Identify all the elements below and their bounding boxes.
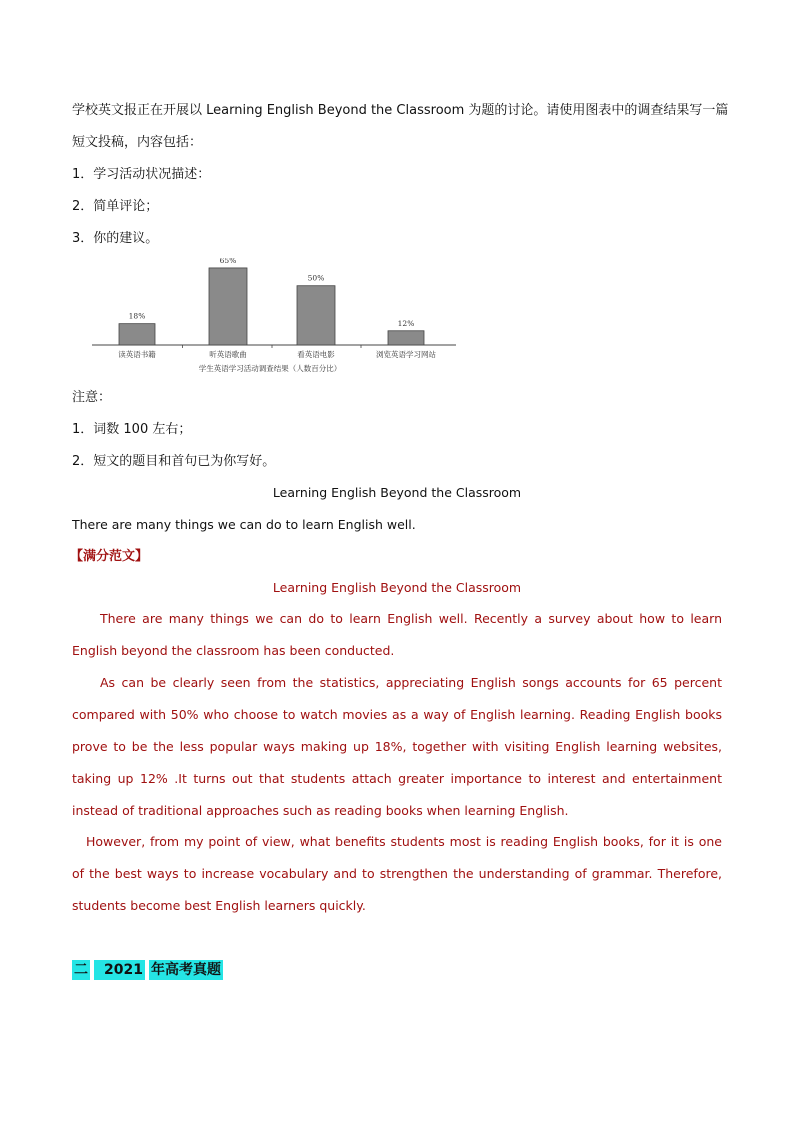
section-title: 年高考真题 <box>150 962 221 978</box>
chart-xlabel: 学生英语学习活动调查结果（人数百分比） <box>198 364 342 373</box>
bar-3 <box>297 286 335 345</box>
bar-value-label-1: 18% <box>128 311 146 321</box>
category-label-4: 浏览英语学习网站 <box>376 350 436 359</box>
intro-line-2: 短文投稿，内容包括： <box>72 135 203 150</box>
category-label-3: 看英语电影 <box>297 350 335 359</box>
model-essay-title: Learning English Beyond the Classroom <box>272 580 522 595</box>
bar-4 <box>388 331 424 345</box>
intro-item-2: 2．简单评论； <box>72 199 159 214</box>
model-paragraph-1: There are many things we can do to learn English well. Recently a survey about how to learn English beyond the classroom has been conducted. <box>72 611 722 658</box>
bar-1 <box>119 324 155 345</box>
model-essay-label: 【满分范文】 <box>70 549 149 564</box>
prompt-title: Learning English Beyond the Classroom <box>272 485 522 500</box>
category-label-1: 读英语书籍 <box>118 350 156 359</box>
category-label-2: 听英语歌曲 <box>209 350 247 359</box>
bar-value-label-4: 12% <box>397 318 415 328</box>
intro-item-1: 1．学习活动状况描述： <box>72 167 211 182</box>
model-paragraph-2: As can be clearly seen from the statistics, appreciating English songs accounts for 65 percent compared with 50% who choose to watch movies as a way of English learning. Reading English books prove to be the less popular ways making up 18%, together with visiting English learning websites, taking up 12% .It turns out that students attach greater importance to interest and entertainment instead of traditional approaches such as reading books when learning English. <box>72 675 722 818</box>
notes-item-2: 2．短文的题目和首句已为你写好。 <box>72 454 276 469</box>
section-heading-2021 <box>72 960 223 980</box>
notes-label: 注意： <box>72 390 112 405</box>
bar-value-label-2: 65% <box>219 258 237 265</box>
notes-item-1: 1．词数 100 左右； <box>72 422 192 437</box>
intro-item-3: 3．你的建议。 <box>72 231 159 246</box>
section-number: 二 <box>74 962 88 978</box>
intro-line-1: 学校英文报正在开展以 Learning English Beyond the Classroom 为题的讨论。请使用图表中的调查结果写一篇 <box>72 103 729 118</box>
bar-2 <box>209 268 247 345</box>
section-year: 2021 <box>94 960 145 980</box>
model-paragraph-3: However, from my point of view, what benefits students most is reading English books, for it is one of the best ways to increase vocabulary and to strengthen the understanding of grammar. Therefore, students become best English learners quickly. <box>72 834 722 913</box>
bar-value-label-3: 50% <box>307 273 325 283</box>
survey-bar-chart <box>88 258 460 380</box>
prompt-first-sentence: There are many things we can do to learn English well. <box>72 517 416 532</box>
